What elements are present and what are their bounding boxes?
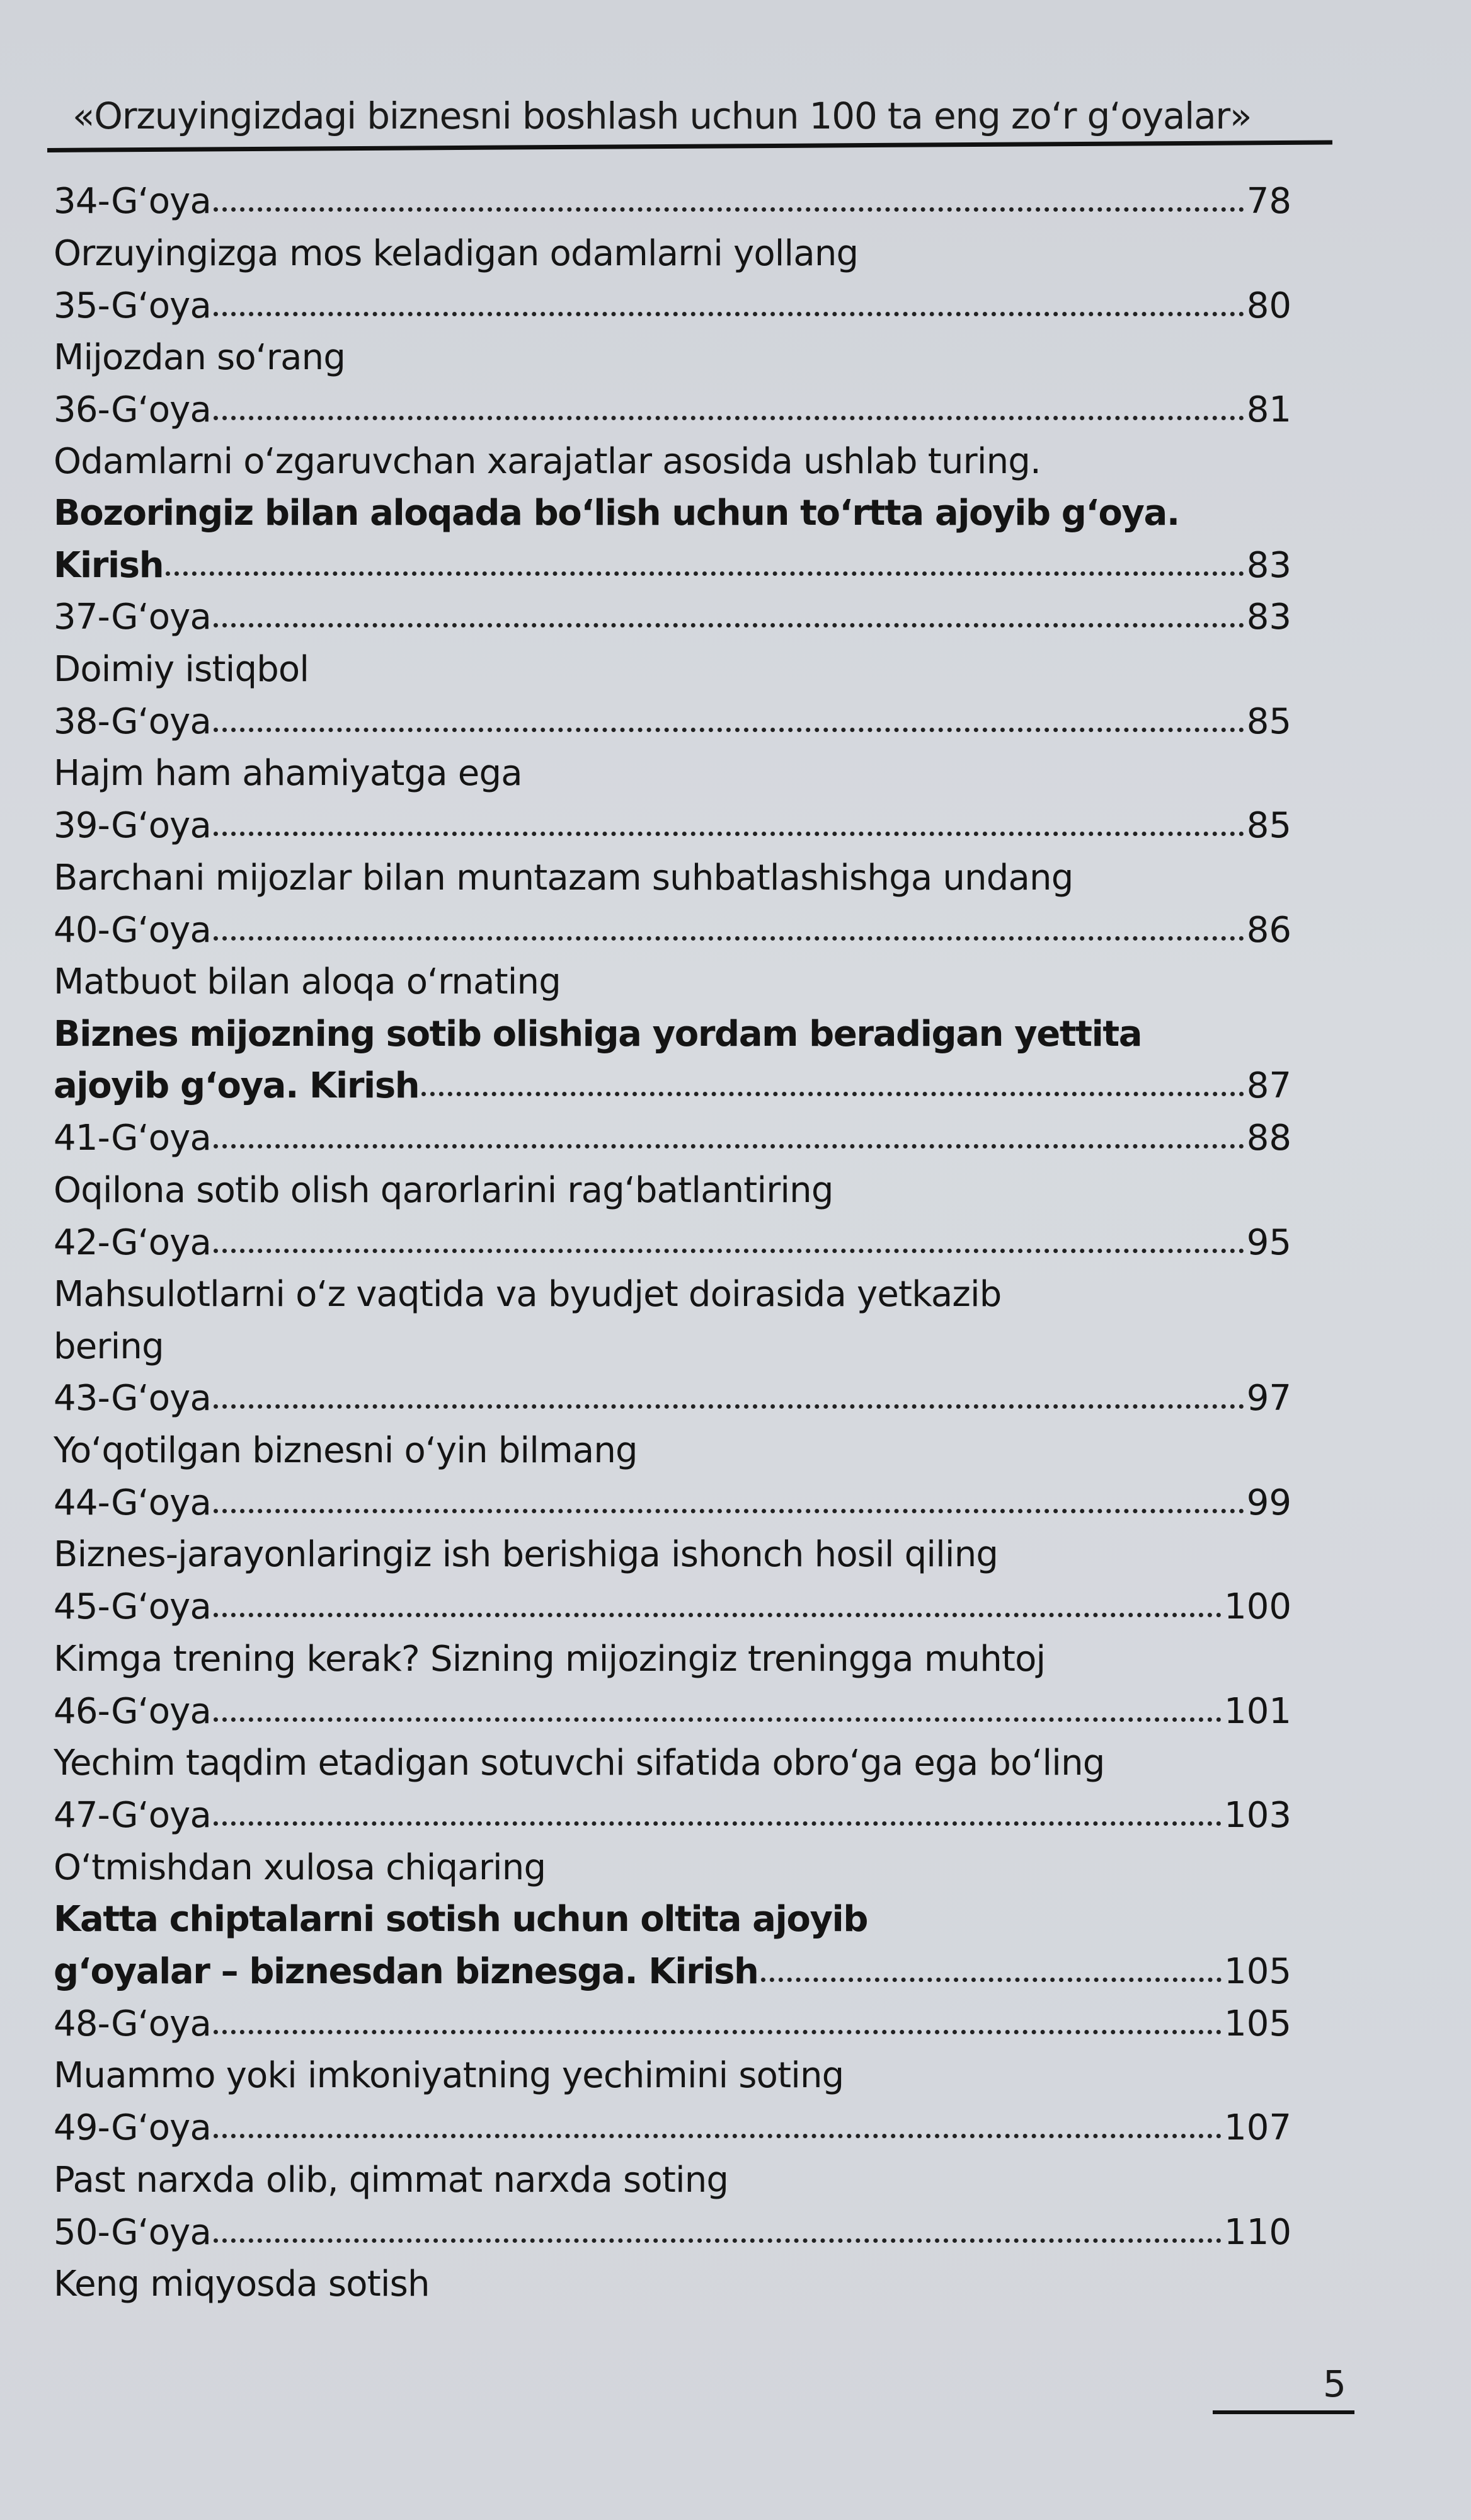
toc-entry-label: 42-G‘oya xyxy=(54,1222,212,1263)
toc-entry-label: 40-G‘oya xyxy=(54,910,212,951)
toc-entry-label: 45-G‘oya xyxy=(54,1586,212,1627)
toc-entry-label: 49-G‘oya xyxy=(54,2107,212,2148)
toc-entry-label: 35-G‘oya xyxy=(54,285,212,326)
toc-page-number: 107 xyxy=(1224,2107,1291,2148)
toc-idea-title xyxy=(54,1530,1342,1580)
dot-leader xyxy=(214,2134,1222,2138)
page-number: 5 xyxy=(1323,2362,1346,2405)
toc-entry-row xyxy=(54,1582,1291,1632)
toc-entry-row xyxy=(54,697,1291,747)
toc-text: Hajm ham ahamiyatga ega xyxy=(54,753,522,794)
toc-entry xyxy=(54,385,1342,435)
toc-idea-title xyxy=(54,1634,1342,1685)
toc-page-number: 85 xyxy=(1246,701,1291,742)
toc-idea-title xyxy=(54,1426,1342,1476)
toc-text: bering xyxy=(54,1326,164,1367)
toc-entry-label: g‘oyalar – biznesdan biznesga. Kirish xyxy=(54,1951,758,1992)
toc-entry xyxy=(54,1061,1342,1111)
toc-page-number: 105 xyxy=(1224,1951,1291,1992)
dot-leader xyxy=(214,1509,1244,1513)
dot-leader xyxy=(214,728,1244,732)
toc-idea-title xyxy=(54,437,1342,487)
toc-entry-row xyxy=(54,592,1291,643)
toc-entry-row xyxy=(54,541,1291,591)
toc-idea-title xyxy=(54,1738,1342,1789)
toc-entry-row xyxy=(54,281,1291,331)
toc-entry xyxy=(54,1113,1342,1164)
toc-text: Doimiy istiqbol xyxy=(54,649,309,690)
toc-idea-title xyxy=(54,853,1342,903)
toc-page-number: 78 xyxy=(1246,181,1291,222)
toc-page-number: 80 xyxy=(1246,285,1291,326)
dot-leader xyxy=(214,312,1244,316)
toc-entry xyxy=(54,1478,1342,1528)
toc-idea-title xyxy=(54,2259,1342,2310)
footer-divider xyxy=(1213,2410,1354,2414)
toc-page-number: 110 xyxy=(1224,2212,1291,2253)
toc-entry-label: ajoyib g‘oya. Kirish xyxy=(54,1065,420,1106)
toc-entry-label: 41-G‘oya xyxy=(54,1118,212,1159)
toc-section-heading xyxy=(54,1894,1342,1945)
toc-text: Barchani mijozlar bilan muntazam suhbatlashishga undang xyxy=(54,857,1073,898)
toc-section-heading xyxy=(54,488,1342,539)
toc-entry xyxy=(54,592,1342,643)
toc-text: Keng miqyosda sotish xyxy=(54,2264,430,2305)
toc-entry-row xyxy=(54,176,1291,227)
toc-entry-row xyxy=(54,801,1291,851)
toc-entry-row xyxy=(54,1113,1291,1164)
toc-entry-row xyxy=(54,1373,1291,1424)
dot-leader xyxy=(214,1613,1222,1617)
toc-entry-label: 39-G‘oya xyxy=(54,805,212,846)
toc-text: Katta chiptalarni sotish uchun oltita ajoyib xyxy=(54,1899,868,1940)
toc-idea-title xyxy=(54,1166,1342,1216)
toc-page-number: 101 xyxy=(1224,1691,1291,1732)
toc-entry xyxy=(54,1999,1342,2049)
toc-page-number: 83 xyxy=(1246,597,1291,638)
toc-text: Mijozdan so‘rang xyxy=(54,337,346,378)
toc-entry-label: 50-G‘oya xyxy=(54,2212,212,2253)
toc-entry-row xyxy=(54,1999,1291,2049)
toc-entry xyxy=(54,801,1342,851)
toc-text: Yo‘qotilgan biznesni o‘yin bilmang xyxy=(54,1430,638,1471)
dot-leader xyxy=(214,1144,1244,1148)
toc-page-number: 85 xyxy=(1246,805,1291,846)
toc-idea-title xyxy=(54,957,1342,1007)
toc-text: Oqilona sotib olish qarorlarini rag‘batlantiring xyxy=(54,1170,833,1211)
dot-leader xyxy=(214,1717,1222,1722)
toc-entry-label: 37-G‘oya xyxy=(54,597,212,638)
dot-leader xyxy=(214,1404,1244,1409)
toc-page-number: 103 xyxy=(1224,1795,1291,1836)
dot-leader xyxy=(214,623,1244,627)
toc-entry-row xyxy=(54,2103,1291,2153)
toc-text: Kimga trening kerak? Sizning mijozingiz treningga muhtoj xyxy=(54,1639,1046,1680)
header-divider xyxy=(47,140,1332,152)
dot-leader xyxy=(761,1978,1222,1982)
toc-page-number: 95 xyxy=(1246,1222,1291,1263)
toc-text: Bozoringiz bilan aloqada bo‘lish uchun to‘rtta ajoyib g‘oya. xyxy=(54,493,1179,534)
dot-leader xyxy=(166,571,1244,576)
toc-entry-label: 46-G‘oya xyxy=(54,1691,212,1732)
toc-entry xyxy=(54,905,1342,956)
book-title: «Orzuyingizdagi biznesni boshlash uchun 100 ta eng zo‘r g‘oyalar» xyxy=(72,94,1252,137)
toc-entry-label: 38-G‘oya xyxy=(54,701,212,742)
dot-leader xyxy=(214,936,1244,941)
toc-entry-row xyxy=(54,1947,1291,1997)
toc-page-number: 99 xyxy=(1246,1482,1291,1523)
toc-idea-title xyxy=(54,333,1342,383)
toc-idea-title xyxy=(54,644,1342,695)
toc-page-number: 87 xyxy=(1246,1065,1291,1106)
toc-entry xyxy=(54,1790,1342,1841)
toc-idea-title xyxy=(54,2155,1342,2206)
toc-page-number: 100 xyxy=(1224,1586,1291,1627)
toc-entry-label: 44-G‘oya xyxy=(54,1482,212,1523)
dot-leader xyxy=(214,416,1244,420)
toc-entry-label: 47-G‘oya xyxy=(54,1795,212,1836)
toc-page-number: 105 xyxy=(1224,2003,1291,2044)
dot-leader xyxy=(214,1249,1244,1253)
toc-entry xyxy=(54,1582,1342,1632)
toc-page-number: 83 xyxy=(1246,545,1291,586)
toc-entry xyxy=(54,281,1342,331)
dot-leader xyxy=(421,1092,1244,1096)
toc-idea-title xyxy=(54,2051,1342,2101)
toc-entry-row xyxy=(54,1218,1291,1268)
toc-entry-row xyxy=(54,905,1291,956)
toc-entry-label: Kirish xyxy=(54,545,164,586)
toc-entry xyxy=(54,1947,1342,1997)
toc-entry-label: 34-G‘oya xyxy=(54,181,212,222)
toc-text: Mahsulotlarni o‘z vaqtida va byudjet doirasida yetkazib xyxy=(54,1274,1002,1315)
toc-text: Muammo yoki imkoniyatning yechimini soting xyxy=(54,2055,844,2096)
toc-entry-row xyxy=(54,1478,1291,1528)
toc-text: Odamlarni o‘zgaruvchan xarajatlar asosida ushlab turing. xyxy=(54,441,1041,482)
toc-entry-label: 36-G‘oya xyxy=(54,389,212,430)
toc-text: Matbuot bilan aloqa o‘rnating xyxy=(54,961,561,1002)
toc-text: O‘tmishdan xulosa chiqaring xyxy=(54,1847,546,1888)
toc-entry xyxy=(54,2208,1342,2258)
toc-idea-title xyxy=(54,1843,1342,1893)
toc-text: Yechim taqdim etadigan sotuvchi sifatida obro‘ga ega bo‘ling xyxy=(54,1743,1105,1784)
dot-leader xyxy=(214,2030,1222,2034)
toc-entry xyxy=(54,1218,1342,1268)
toc-entry-label: 48-G‘oya xyxy=(54,2003,212,2044)
toc-idea-title xyxy=(54,748,1342,799)
toc-text: Biznes-jarayonlaringiz ish berishiga ishonch hosil qiling xyxy=(54,1534,999,1575)
toc-entry xyxy=(54,1687,1342,1737)
toc-entry-row xyxy=(54,1687,1291,1737)
toc-entry-row xyxy=(54,1061,1291,1111)
toc-entry xyxy=(54,697,1342,747)
toc-text: Biznes mijozning sotib olishiga yordam beradigan yettita xyxy=(54,1014,1142,1055)
toc-entry xyxy=(54,2103,1342,2153)
toc-entry-label: 43-G‘oya xyxy=(54,1378,212,1419)
dot-leader xyxy=(214,832,1244,836)
toc-entry xyxy=(54,176,1342,227)
toc-page-number: 88 xyxy=(1246,1118,1291,1159)
toc-entry xyxy=(54,541,1342,591)
toc-text: Past narxda olib, qimmat narxda soting xyxy=(54,2160,729,2201)
toc-idea-title xyxy=(54,1322,1342,1372)
dot-leader xyxy=(214,207,1244,212)
toc-section-heading xyxy=(54,1009,1342,1060)
dot-leader xyxy=(214,1821,1222,1826)
toc-idea-title xyxy=(54,1269,1342,1320)
dot-leader xyxy=(214,2238,1222,2243)
toc-idea-title xyxy=(54,229,1342,279)
toc-page-number: 81 xyxy=(1246,389,1291,430)
toc-entry xyxy=(54,1373,1342,1424)
toc-entry-row xyxy=(54,385,1291,435)
toc-text: Orzuyingizga mos keladigan odamlarni yollang xyxy=(54,233,859,274)
toc-page-number: 97 xyxy=(1246,1378,1291,1419)
toc-entry-row xyxy=(54,1790,1291,1841)
toc-page-number: 86 xyxy=(1246,910,1291,951)
toc-entry-row xyxy=(54,2208,1291,2258)
